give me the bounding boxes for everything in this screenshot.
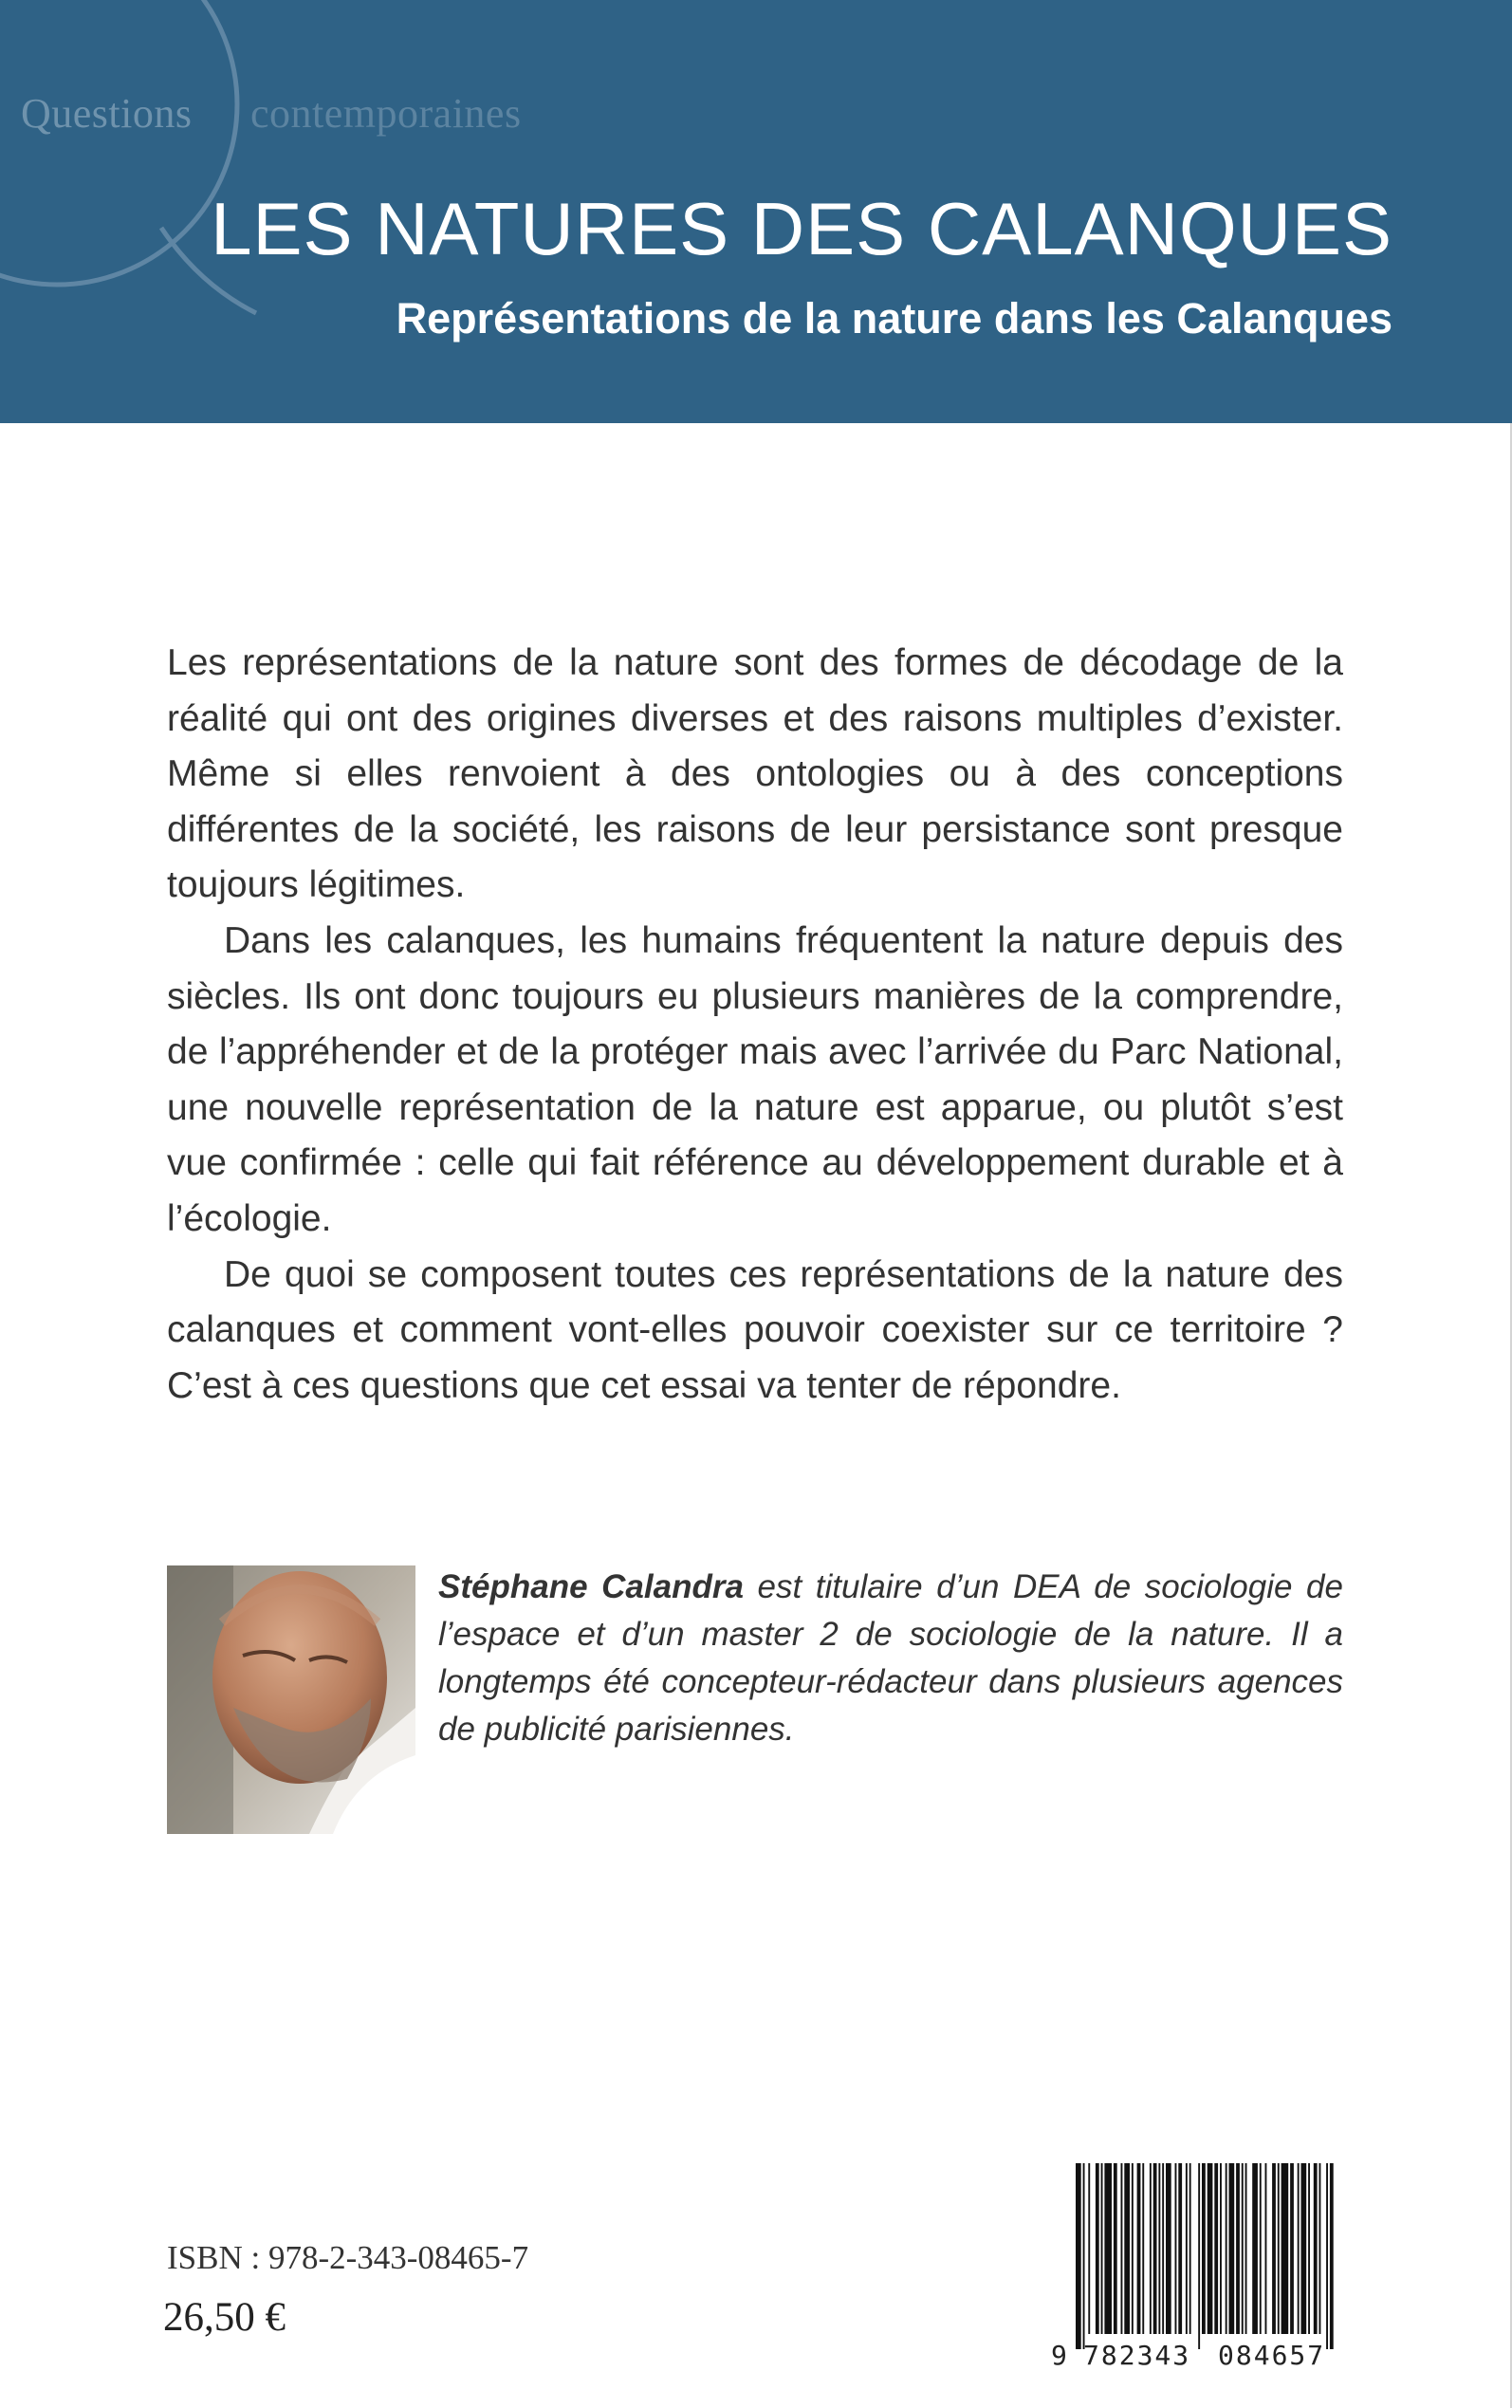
barcode-bar xyxy=(1319,2163,1321,2334)
barcode-bar xyxy=(1278,2163,1280,2334)
barcode-bar xyxy=(1314,2163,1318,2334)
barcode-bar xyxy=(1308,2163,1310,2334)
series-name-part1: Questions xyxy=(21,90,193,137)
barcode-bar xyxy=(1282,2163,1289,2334)
barcode-bar xyxy=(1272,2163,1276,2334)
barcode-bar xyxy=(1121,2163,1123,2334)
series-name-part2: contemporaines xyxy=(250,90,522,137)
barcode-bar xyxy=(1104,2163,1112,2334)
barcode-digits-group2: 084657 xyxy=(1218,2340,1326,2370)
author-bio xyxy=(438,1564,1343,1753)
series-name xyxy=(21,89,522,138)
barcode-bar xyxy=(1252,2163,1258,2334)
barcode-bar xyxy=(1208,2163,1213,2334)
barcode-digits-group1: 782343 xyxy=(1083,2340,1191,2370)
barcode-bar xyxy=(1242,2163,1244,2334)
barcode-bar xyxy=(1298,2163,1300,2334)
author-portrait-image xyxy=(167,1565,415,1834)
barcode-bar xyxy=(1083,2163,1085,2349)
barcode-bar xyxy=(1158,2163,1160,2334)
barcode-bar xyxy=(1229,2163,1235,2334)
barcode-bar xyxy=(1245,2163,1247,2334)
barcode-bar xyxy=(1290,2163,1294,2334)
barcode-bar xyxy=(1166,2163,1171,2334)
isbn: ISBN : 978-2-343-08465-7 xyxy=(167,2239,529,2276)
isbn-barcode xyxy=(1049,2163,1345,2370)
price: 26,50 € xyxy=(163,2295,286,2340)
barcode-bar xyxy=(1220,2163,1222,2334)
blurb-paragraph-1: Les représentations de la nature sont des formes de décodage de la réalité qui ont des origines diverses et des raisons multiples d’exister. Même si elles renvoient à des ontologies ou à des conceptions différentes de la société, les raisons de leur persistance sont presque toujours légitimes. xyxy=(167,642,1343,906)
barcode-bar xyxy=(1265,2163,1267,2334)
barcode-bar xyxy=(1088,2163,1090,2334)
barcode-bar xyxy=(1076,2163,1081,2349)
author-bio-text: est titulaire d’un DEA de sociologie de l’espace et d’un master 2 de sociologie de la nature. Il a longtemps été concepteur-rédacteur dans plusieurs agences de publicité parisiennes. xyxy=(438,1568,1343,1748)
barcode-bar xyxy=(1214,2163,1218,2334)
barcode-bar xyxy=(1153,2163,1157,2334)
barcode-bar xyxy=(1226,2163,1227,2334)
book-title: LES NATURES DES CALANQUES xyxy=(211,187,1392,270)
barcode-bar xyxy=(1142,2163,1144,2334)
blurb-paragraph-2: Dans les calanques, les humains fréquentent la nature depuis des siècles. Ils ont donc toujours eu plusieurs manières de la comprendre, de l’appréhender et de la protéger mais avec l’arrivée du Parc National, une nouvelle représentation de la nature est apparue, ou plutôt s’est vue confirmée : celle qui fait référence au développement durable et à l’écologie. xyxy=(167,919,1343,1239)
barcode-digit-lead: 9 xyxy=(1051,2340,1067,2370)
barcode-bar xyxy=(1186,2163,1188,2334)
barcode-bar xyxy=(1124,2163,1130,2334)
barcode-bar xyxy=(1132,2163,1134,2334)
blurb-paragraph-3: De quoi se composent toutes ces représentations de la nature des calanques et comment vont-elles pouvoir coexister sur ce territoire ? C’est à ces questions que cet essai va tenter de répondre. xyxy=(167,1253,1343,1406)
barcode-bar xyxy=(1101,2163,1103,2334)
barcode-bar xyxy=(1202,2163,1206,2334)
barcode-bar xyxy=(1301,2163,1307,2334)
barcode-bar xyxy=(1175,2163,1177,2334)
barcode-bar xyxy=(1326,2163,1328,2349)
barcode-bar xyxy=(1096,2163,1099,2334)
barcode-bar xyxy=(1162,2163,1164,2334)
author-name: Stéphane Calandra xyxy=(438,1568,744,1605)
barcode-bar xyxy=(1137,2163,1141,2334)
cover-header xyxy=(0,0,1512,423)
author-photo xyxy=(167,1565,415,1834)
barcode-bar xyxy=(1189,2163,1191,2334)
barcode-bar xyxy=(1236,2163,1240,2334)
barcode-bar xyxy=(1178,2163,1182,2334)
barcode-bar xyxy=(1150,2163,1152,2334)
barcode-bar xyxy=(1260,2163,1262,2334)
barcode-bar xyxy=(1114,2163,1117,2334)
back-cover-blurb xyxy=(167,636,1343,1414)
book-subtitle: Représentations de la nature dans les Calanques xyxy=(396,294,1392,343)
barcode-bar xyxy=(1198,2163,1200,2349)
barcode-bar xyxy=(1330,2163,1334,2349)
series-q-logo-icon xyxy=(0,0,285,323)
